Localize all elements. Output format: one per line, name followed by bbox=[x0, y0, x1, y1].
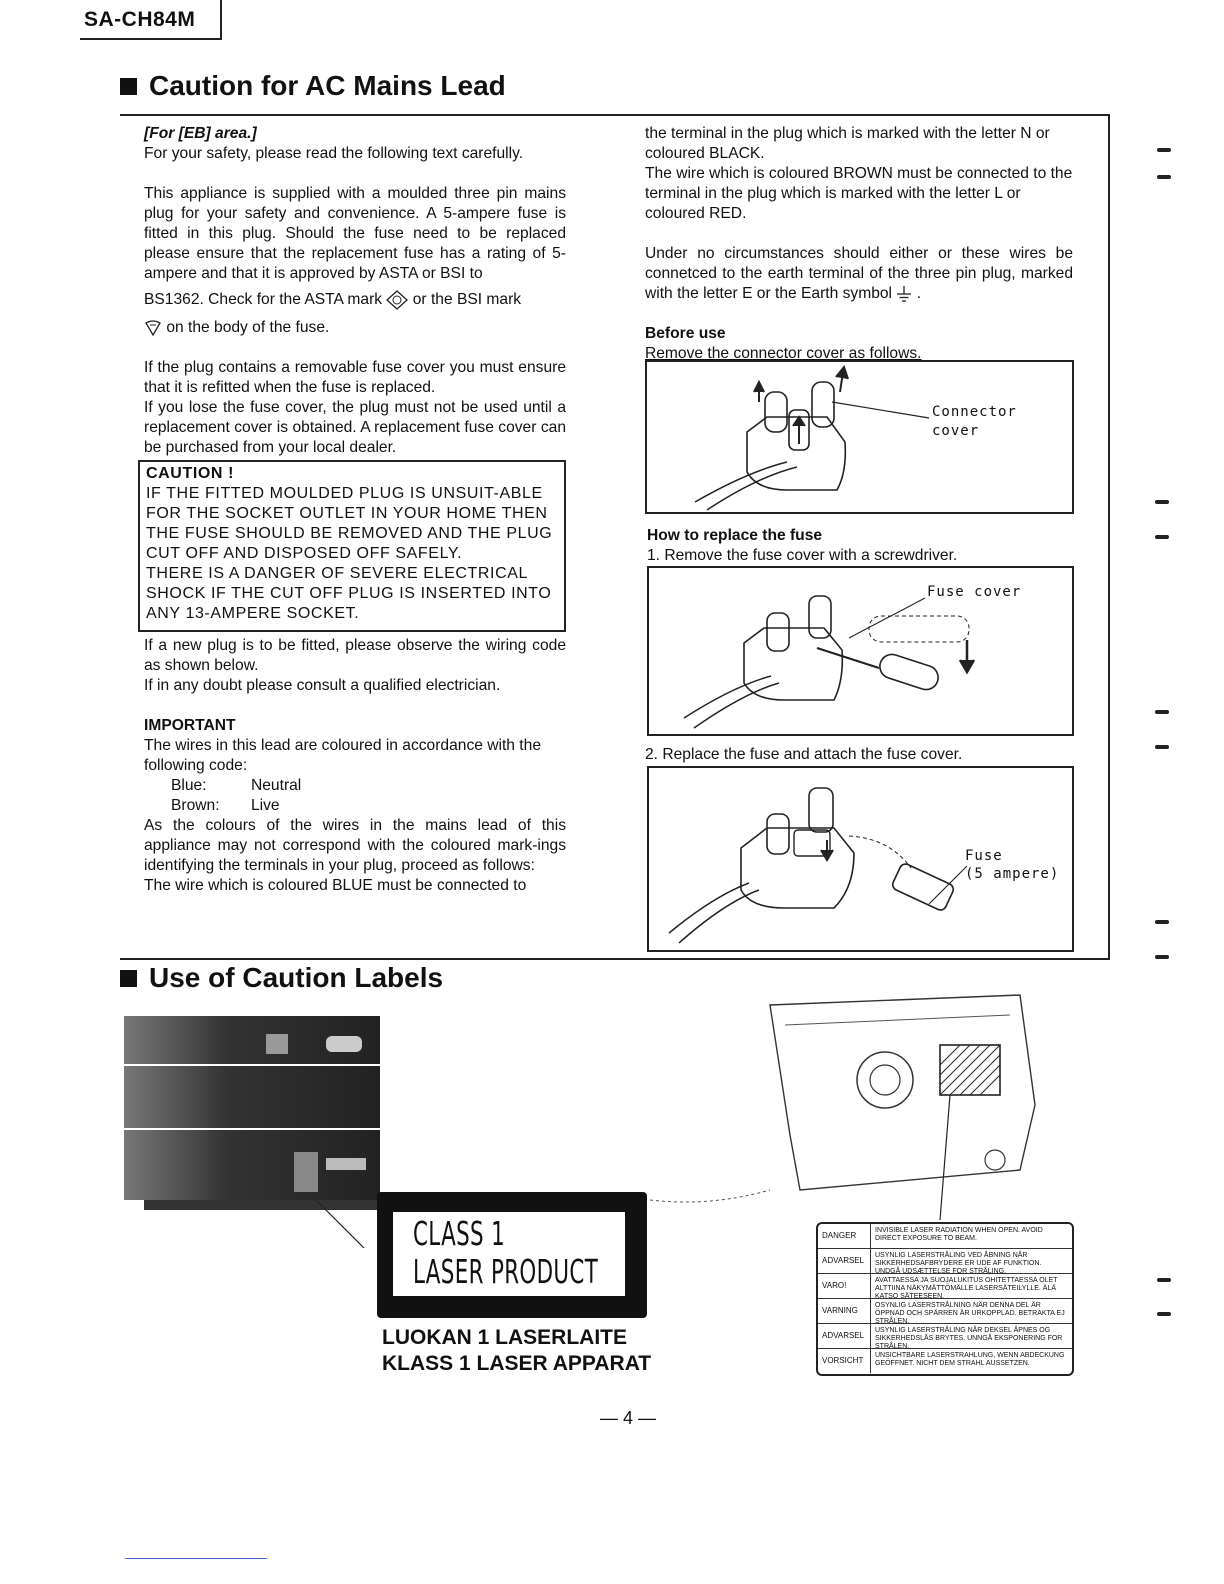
stereo-unit-rear-photo bbox=[116, 1008, 386, 1248]
earth-paragraph bbox=[645, 244, 1073, 304]
binding-mark bbox=[1155, 535, 1169, 539]
brown-row bbox=[144, 796, 566, 816]
warning-text: USYNLIG LASERSTRÅLING NÅR DEKSEL ÅPNES OG SIKKERHEDSLÅS BRYTES. UNNGÅ EKSPONERING FOR STRÅLEN. bbox=[875, 1327, 1063, 1348]
earth-end: . bbox=[916, 285, 922, 302]
step-2-block bbox=[645, 745, 1073, 765]
caution-text-1: IF THE FITTED MOULDED PLUG IS UNSUIT-ABLE FOR THE SOCKET OUTLET IN YOUR HOME THEN THE FUSE SHOULD BE REMOVED AND THE PLUG CUT OFF AND DISPOSED OFF SAFELY. bbox=[146, 485, 553, 563]
bsi-kitemark-icon bbox=[144, 320, 162, 336]
bullet-square-icon bbox=[120, 970, 137, 987]
warning-key: ADVARSEL bbox=[818, 1324, 871, 1348]
figure-remove-fuse-cover bbox=[647, 566, 1074, 736]
wire-code-paragraph: The wires in this lead are coloured in accordance with the following code: bbox=[144, 737, 541, 775]
warning-row bbox=[818, 1224, 1072, 1249]
warning-row bbox=[818, 1299, 1072, 1324]
brown-value: Live bbox=[251, 797, 280, 815]
caution-text-2: THERE IS A DANGER OF SEVERE ELECTRICAL SHOCK IF THE CUT OFF PLUG IS INSERTED INTO ANY 13-AMPERE SOCKET. bbox=[146, 565, 552, 623]
finnish-caption: LUOKAN 1 LASERLAITE bbox=[382, 1326, 628, 1349]
warning-row bbox=[818, 1324, 1072, 1349]
binding-mark bbox=[1155, 710, 1169, 714]
lost-cover-paragraph: If you lose the fuse cover, the plug must not be used until a replacement cover is obtained. A replacement fuse cover can be purchased from your local dealer. bbox=[144, 399, 566, 457]
binding-mark bbox=[1155, 955, 1169, 959]
plug-connector-illustration bbox=[647, 362, 1072, 512]
page-number: — 4 — bbox=[600, 1408, 657, 1428]
caution-box bbox=[138, 460, 566, 632]
bottom-rule bbox=[125, 1558, 267, 1559]
replace-fuse-block bbox=[647, 526, 1075, 566]
fuse-ampere-label: (5 ampere) bbox=[965, 866, 1060, 882]
section-title-ac-mains bbox=[120, 70, 506, 102]
earth-text: Under no circumstances should either or these wires be connetced to the earth terminal of the three pin plug, marked with the letter E or the Earth symbol bbox=[645, 245, 1073, 302]
binding-mark bbox=[1157, 1278, 1171, 1282]
earth-symbol-icon bbox=[896, 285, 912, 303]
bsi-text: or the BSI mark bbox=[412, 291, 522, 309]
before-use-heading: Before use bbox=[645, 325, 726, 342]
class1-laser-label bbox=[377, 1192, 647, 1318]
warning-row bbox=[818, 1274, 1072, 1299]
warning-key: VORSICHT bbox=[818, 1349, 871, 1373]
cover-label: cover bbox=[932, 423, 980, 439]
colours-paragraph: As the colours of the wires in the mains lead of this appliance may not correspond with the coloured mark-ings identifying the terminals in your plug, proceed as follows: bbox=[144, 817, 566, 875]
warning-text: UNSICHTBARE LASERSTRAHLUNG, WENN ABDECKUNG GEÖFFNET. NICHT DEM STRAHL AUSSETZEN. bbox=[875, 1352, 1065, 1367]
binding-mark bbox=[1155, 920, 1169, 924]
step-1-text: 1. Remove the fuse cover with a screwdriver. bbox=[647, 547, 958, 564]
section-title-text: Caution for AC Mains Lead bbox=[149, 70, 506, 101]
binding-mark bbox=[1157, 175, 1171, 179]
fuse-illustration bbox=[649, 768, 1072, 950]
new-plug-paragraph: If a new plug is to be fitted, please observe the wiring code as shown below. bbox=[144, 637, 566, 675]
blue-wire-paragraph: The wire which is coloured BLUE must be connected to bbox=[144, 877, 527, 895]
fuse-cover-paragraph: If the plug contains a removable fuse cover you must ensure that it is refitted when the fuse is replaced. bbox=[144, 359, 566, 397]
laser-label-inner bbox=[393, 1212, 625, 1296]
brown-wire-paragraph: The wire which is coloured BROWN must be connected to the terminal in the plug which is marked with the letter L or coloured RED. bbox=[645, 165, 1073, 222]
binding-mark bbox=[1157, 148, 1171, 152]
important-heading: IMPORTANT bbox=[144, 717, 236, 735]
bsi-line bbox=[144, 318, 566, 338]
electrician-paragraph: If in any doubt please consult a qualified electrician. bbox=[144, 677, 501, 695]
warning-text: INVISIBLE LASER RADIATION WHEN OPEN. AVOID DIRECT EXPOSURE TO BEAM. bbox=[875, 1227, 1043, 1242]
warning-row bbox=[818, 1349, 1072, 1373]
warning-key: ADVARSEL bbox=[818, 1249, 871, 1273]
section-title-text: Use of Caution Labels bbox=[149, 962, 444, 993]
warning-row bbox=[818, 1249, 1072, 1274]
figure-connector-cover bbox=[645, 360, 1074, 514]
fuse-cover-label: Fuse cover bbox=[927, 584, 1022, 600]
safety-text: For your safety, please read the following text carefully. bbox=[144, 145, 524, 162]
warning-text: OSYNLIG LASERSTRÅLNING NÄR DENNA DEL ÄR ÖPPNAD OCH SPÄRREN ÄR URKOPPLAD. BETRAKTA EJ STRÅLEN. bbox=[875, 1302, 1065, 1323]
blue-value: Neutral bbox=[251, 777, 302, 795]
blue-key: Blue: bbox=[171, 777, 207, 795]
caution-heading: CAUTION ! bbox=[146, 465, 235, 483]
bullet-square-icon bbox=[120, 78, 137, 95]
model-number: SA-CH84M bbox=[84, 8, 196, 31]
blue-row bbox=[144, 776, 566, 796]
how-replace-heading: How to replace the fuse bbox=[647, 527, 823, 544]
warning-key: VARO! bbox=[818, 1274, 871, 1298]
left-column bbox=[144, 124, 566, 896]
cd-mechanism-illustration bbox=[650, 985, 1050, 1220]
fuse-label: Fuse bbox=[965, 848, 1003, 864]
warning-text: USYNLIG LASERSTRÅLING VED ÅBNING NÅR SIKKERHEDSAFBRYDERE ER UDE AF FUNKTION. UNDGÅ UDSÆTTELSE FOR STRÅLING. bbox=[875, 1252, 1042, 1273]
section-title-caution-labels bbox=[120, 962, 443, 994]
area-heading: [For [EB] area.] bbox=[144, 125, 257, 142]
laser-warning-label-table bbox=[816, 1222, 1074, 1376]
laser-class-text: CLASS 1 bbox=[413, 1214, 506, 1253]
remove-cover-text: Remove the connector cover as follows. bbox=[645, 345, 922, 362]
warning-text: AVATTAESSA JA SUOJALUKITUS OHITETTAESSA OLET ALTTIINA NÄKYMÄTTÖMÄLLE LASERSÄTEILYLLE. ÄLÄ KATSO SÄTEESEEN. bbox=[875, 1277, 1058, 1298]
warning-key: DANGER bbox=[818, 1224, 871, 1248]
step-2-text: 2. Replace the fuse and attach the fuse cover. bbox=[645, 746, 963, 763]
connector-label: Connector bbox=[932, 404, 1017, 420]
asta-line bbox=[144, 290, 566, 310]
asta-mark-icon bbox=[386, 290, 408, 310]
brown-key: Brown: bbox=[171, 797, 220, 815]
black-terminal-paragraph: the terminal in the plug which is marked with the letter N or coloured BLACK. bbox=[645, 125, 1050, 162]
laser-product-text: LASER PRODUCT bbox=[413, 1252, 599, 1291]
warning-key: VARNING bbox=[818, 1299, 871, 1323]
fuse-body-text: on the body of the fuse. bbox=[166, 319, 330, 337]
swedish-caption: KLASS 1 LASER APPARAT bbox=[382, 1352, 652, 1375]
asta-text: BS1362. Check for the ASTA mark bbox=[144, 291, 383, 309]
right-column bbox=[645, 124, 1073, 364]
fuse-paragraph: This appliance is supplied with a moulded three pin mains plug for your safety and convenience. A 5-ampere fuse is fitted in this plug. Should the fuse need to be replaced please ensure that the replacement fuse has a rating of 5-ampere and that it is approved by ASTA or BSI to bbox=[144, 185, 566, 282]
figure-replace-fuse bbox=[647, 766, 1074, 952]
binding-mark bbox=[1155, 500, 1169, 504]
binding-mark bbox=[1157, 1312, 1171, 1316]
binding-mark bbox=[1155, 745, 1169, 749]
